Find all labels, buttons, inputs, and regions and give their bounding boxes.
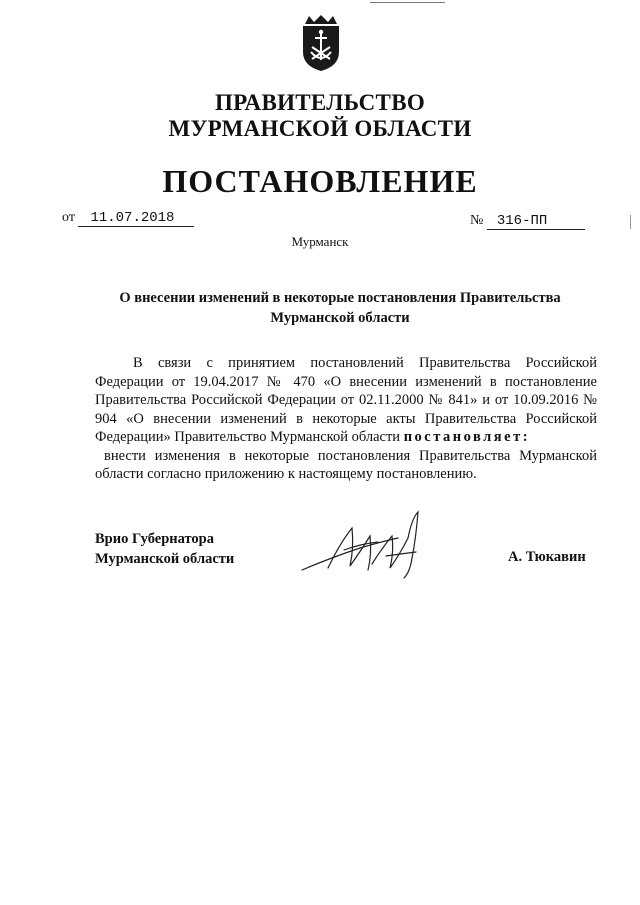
top-margin-line [370,2,445,3]
date-value: 11.07.2018 [78,210,194,227]
document-subject [60,288,620,328]
paragraph1-emphasis: постановляет: [403,429,531,445]
paragraph1-text: В связи с принятием постановлений Правительства Российской Федерации от 19.04.2017 № 470 «О внесении изменений в постановление Правительства Российской Федерации от 02.11.2000 № 841» и от 10.09.2016 № 904 «О внесении изменений в некоторые акты Правительства Российской Федерации» Правительство Мурманской области [95,355,597,445]
coat-of-arms-icon [297,14,345,72]
government-title-line1: ПРАВИТЕЛЬСТВО [214,90,426,115]
subject-line2: Мурманской области [270,310,410,326]
signer-position-line1: Врио Губернатора [95,531,214,547]
signer-position-line2: Мурманской области [95,550,235,567]
subject-line1: О внесении изменений в некоторые постановления Правительства [119,290,561,306]
document-body [95,354,597,484]
document-type-heading: ПОСТАНОВЛЕНИЕ [162,163,478,199]
margin-mark [630,215,631,229]
date-field [62,210,194,227]
number-value: 316-ПП [487,213,585,230]
government-title-line2: МУРМАНСКОЙ ОБЛАСТИ [168,116,472,141]
body-paragraph-2: внести изменения в некоторые постановления Правительства Мурманской области согласно приложению к настоящему постановлению. [95,447,597,482]
signer-position [95,530,234,569]
signer-name: А. Тюкавин [508,549,586,565]
number-field [470,213,585,230]
body-paragraph-1 [95,354,597,447]
date-label: от [62,210,75,225]
city-label: Мурманск [291,234,349,249]
number-label: № [470,213,484,228]
handwritten-signature-icon [300,508,440,588]
